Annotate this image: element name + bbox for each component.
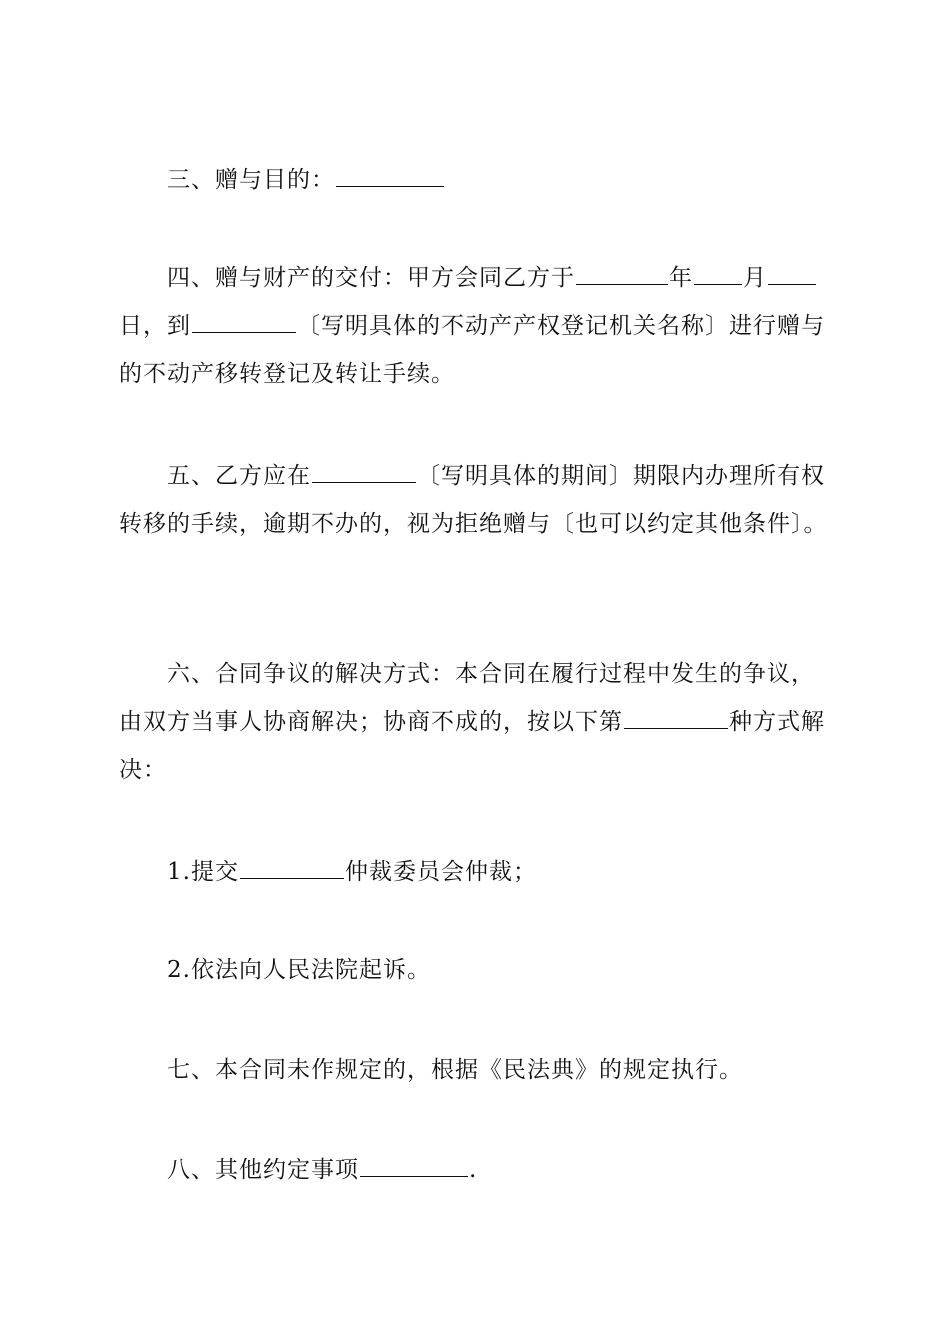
clause-3-line: [119, 156, 839, 204]
arbitration-blank: [240, 856, 344, 879]
clause-6-text-a: 由双方当事人协商解决；协商不成的，按以下第: [119, 709, 623, 735]
period-blank: [312, 460, 416, 483]
clause-6-item-1-line: [119, 848, 839, 896]
clause-8: [119, 1146, 839, 1194]
clause-6-line-2: [119, 698, 839, 746]
clause-6-item-1: [119, 848, 839, 896]
clause-8-line: [119, 1146, 839, 1194]
day-blank: [768, 262, 816, 285]
method-blank: [624, 706, 728, 729]
clause-8-text-a: 八、其他约定事项: [167, 1157, 359, 1183]
clause-5-line-1: [119, 452, 839, 500]
clause-6-item-2: [119, 946, 839, 994]
clause-5: [119, 452, 839, 548]
clause-6-text-b: 种方式解: [729, 709, 825, 735]
clause-6-item-2-line: 2.依法向人民法院起诉。: [167, 957, 431, 983]
clause-6: [119, 650, 839, 794]
clause-7: [119, 1046, 839, 1094]
arbitration-text-a: 1.提交: [167, 859, 239, 885]
clause-3: [119, 156, 839, 204]
purpose-blank: [336, 164, 444, 187]
year-label: 年: [669, 265, 693, 291]
clause-4-line-3: 的不动产移转登记及转让手续。: [119, 361, 455, 387]
clause-5-text-b: 〔写明具体的期间〕期限内办理所有权: [417, 463, 825, 489]
clause-7-line: 七、本合同未作规定的，根据《民法典》的规定执行。: [167, 1057, 743, 1083]
clause-5-line-2: 转移的手续，逾期不办的，视为拒绝赠与〔也可以约定其他条件〕。: [119, 511, 828, 537]
clause-6-line-3: 决：: [119, 757, 167, 783]
clause-8-text-b: .: [469, 1157, 478, 1183]
clause-4-text-b: 日，到: [119, 313, 191, 339]
clause-4-text-c: 〔写明具体的不动产产权登记机关名称〕进行赠与: [297, 313, 825, 339]
arbitration-text-b: 仲裁委员会仲裁；: [344, 859, 537, 885]
year-blank: [576, 262, 668, 285]
clause-5-text-a: 五、乙方应在: [167, 463, 311, 489]
clause-4: [119, 254, 839, 398]
month-label: 月: [743, 265, 767, 291]
clause-3-text: 三、赠与目的：: [167, 167, 335, 193]
other-terms-blank: [360, 1154, 468, 1177]
clause-4-text-a: 四、赠与财产的交付：甲方会同乙方于: [167, 265, 575, 291]
registry-blank: [192, 310, 296, 333]
clause-4-line-1: [119, 254, 839, 302]
clause-4-line-2: [119, 302, 839, 350]
month-blank: [694, 262, 742, 285]
clause-6-line-1: 六、合同争议的解决方式：本合同在履行过程中发生的争议，: [167, 661, 815, 687]
